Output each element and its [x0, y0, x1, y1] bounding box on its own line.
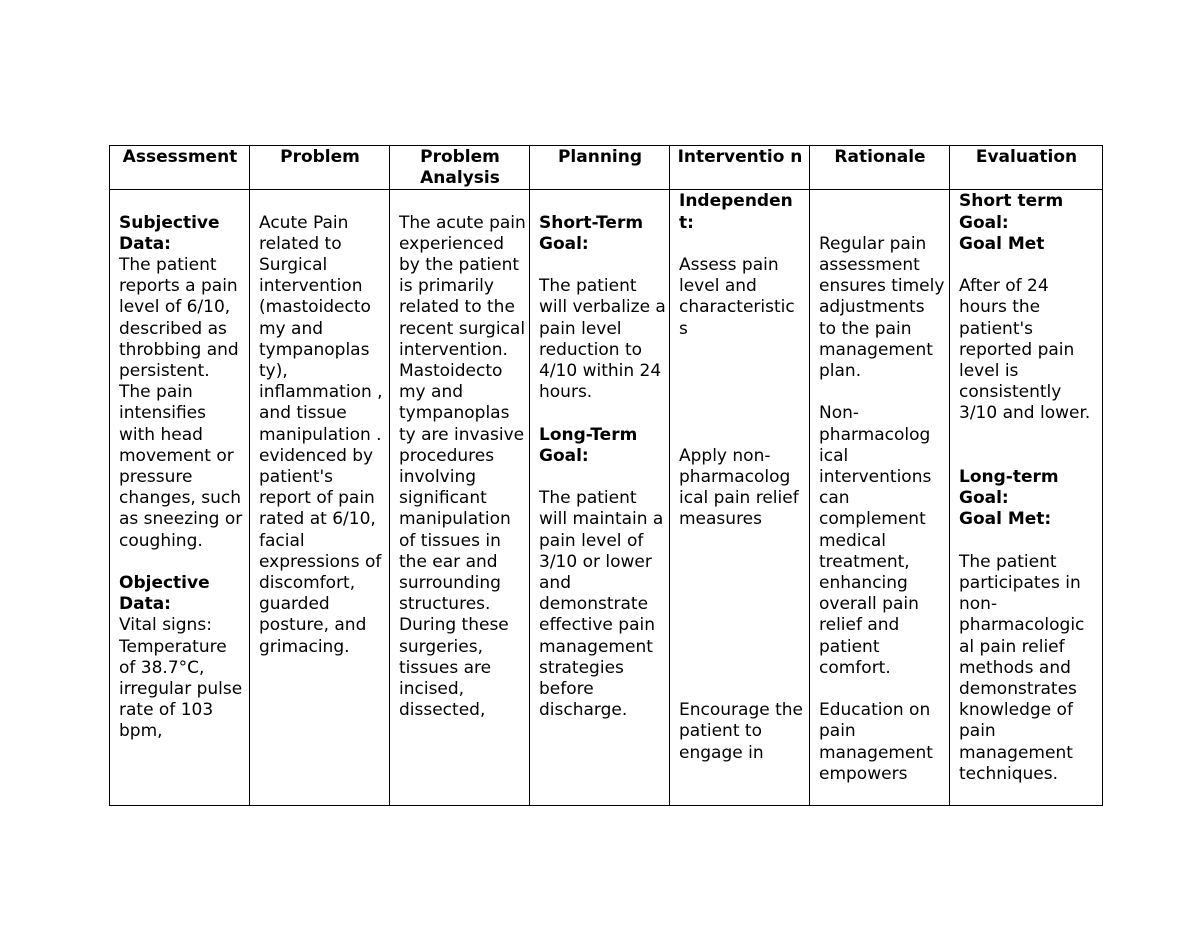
header-row: [110, 146, 1103, 190]
problem-text: Acute Pain related to Surgical intervention (mastoidecto my and tympanoplas ty), inflammation , and tissue manipulation . evidenced by patient's report of pain rated at 6/10, facial expressions of discomfort, guarded posture, and grimacing.: [259, 212, 383, 657]
objective-data-text: Vital signs: Temperature of 38.7°C, irregular pulse rate of 103 bpm,: [119, 615, 248, 742]
long-term-evaluation-heading: Long-term Goal:: [959, 467, 1065, 509]
header-problem-analysis: Problem Analysis: [390, 146, 530, 190]
nursing-care-plan-table: [109, 145, 1103, 806]
intervention-item-3: Encourage the patient to engage in: [679, 700, 809, 763]
long-term-goal-status: Goal Met:: [959, 509, 1052, 530]
rationale-cell: [810, 190, 950, 806]
objective-data-heading: Objective Data:: [119, 573, 216, 615]
long-term-goal-heading: Long-Term Goal:: [539, 424, 644, 466]
header-problem: Problem: [250, 146, 390, 190]
header-evaluation: Evaluation: [950, 146, 1103, 190]
header-rationale: Rationale: [810, 146, 950, 190]
short-term-goal-status: Goal Met: [959, 233, 1045, 254]
intervention-item-1: Assess pain level and characteristic s: [679, 255, 795, 339]
subjective-data-heading: Subjective Data:: [119, 212, 220, 254]
subjective-data-text: The patient reports a pain level of 6/10, described as throbbing and persistent. The pain intensifies with head movement or pressure changes, such as sneezing or coughing.: [119, 255, 243, 551]
header-planning: Planning: [530, 146, 670, 190]
independent-heading: Independen t:: [679, 191, 799, 233]
rationale-item-1: Regular pain assessment ensures timely adjustments to the pain management plan.: [819, 233, 945, 382]
assessment-cell: [110, 190, 250, 806]
short-term-goal-heading: Short-Term Goal:: [539, 212, 644, 254]
long-term-evaluation-text: The patient participates in non-pharmacologic al pain relief methods and demonstrates knowledge of pain management techniques.: [959, 551, 1085, 784]
short-term-evaluation-text: After of 24 hours the patient's reported pain level is consistently 3/10 and lower.: [959, 276, 1091, 424]
short-term-goal-text: The patient will verbalize a pain level reduction to 4/10 within 24 hours.: [539, 276, 666, 403]
header-intervention: Interventio n: [670, 146, 810, 190]
header-assessment: Assessment: [110, 146, 250, 190]
long-term-goal-text: The patient will maintain a pain level of 3/10 or lower and demonstrate effective pain management strategies before discharge.: [539, 488, 664, 721]
intervention-item-2: Apply non-pharmacolog ical pain relief measures: [679, 445, 799, 530]
content-row: [110, 190, 1103, 806]
evaluation-cell: [950, 190, 1103, 806]
rationale-item-3: Education on pain management empowers: [819, 700, 939, 784]
rationale-item-2: Non-pharmacolog ical interventions can complement medical treatment, enhancing overall pain relief and patient comfort.: [819, 403, 932, 678]
problem-cell: [250, 190, 390, 806]
problem-analysis-text: The acute pain experienced by the patient is primarily related to the recent surgical intervention. Mastoidecto my and tympanoplas ty are invasive procedures involving significant manipulation of tissues in the ear and surrounding structures. During these surgeries, tissues are incised, dissected,: [399, 212, 526, 721]
intervention-cell: [670, 190, 810, 806]
planning-cell: [530, 190, 670, 806]
problem-analysis-cell: [390, 190, 530, 806]
short-term-evaluation-heading: Short term Goal:: [959, 191, 1070, 233]
